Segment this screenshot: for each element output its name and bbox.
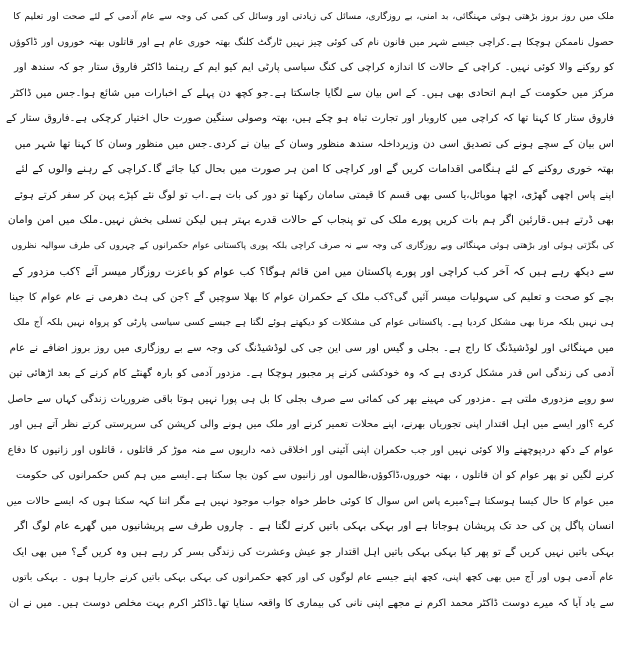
article-line: ملک میں روز بروز بڑھتی ہوئی مہنگائی، بد امنی، بے روزگاری، مسائل کی زیادتی اور وسائل کی کمی کی وجہ سے عام آدمی کے لئے صحت اور تعلیم کا xyxy=(13,11,614,22)
article-line: مرکز میں حکومت کے اہم اتحادی بھی ہیں۔ کے اس بیان سے لگایا جاسکتا ہے۔جو کچھ دن پہلے کے اخبارات میں شائع ہوا۔جس میں ڈاکٹر xyxy=(10,87,614,99)
article-line: سو روپے مزدوری ملتی ہے ۔مزدور کی مہینے بھر کی کمائی سے صرف بجلی کا بل ہی پورا نہیں ہوتا باقی ضروریات زندگی کہاں سے حاصل xyxy=(7,393,614,405)
article-line: عام آدمی ہوں اور آج میں بھی کچھ اپنی، کچھ اپنے جیسے عام لوگوں کی اور کچھ حکمرانوں کی بہکی بہکی باتیں کرنے جارہا ہوں ۔ بہکی باتوں xyxy=(12,572,614,583)
article-line: ہی نہیں بلکہ مرنا بھی مشکل کردیا ہے۔ پاکستانی عوام کی مشکلات کو دیکھتے ہوئے لگتا ہے جیسے کسی سیاسی پارٹی کو پرواہ نہیں بلکہ آج ملک xyxy=(13,317,614,328)
article-line: بھتہ خوری روکنے کے لئے ہنگامی اقدامات کریں گے اور کراچی کا امن ہر صورت میں بحال کیا جائے گا۔کراچی کے رہنے والوں کے لئے xyxy=(15,163,614,175)
article-line: بھی ڈرتے ہیں۔قارئین اگر ہم بات کریں پورے ملک کی تو پنجاب کے حالات قدرے بہتر ہیں لیکن تسلی بخش نہیں۔ملک میں امن وامان xyxy=(7,214,614,226)
article-line: اس بیان کے سچے ہونے کی تصدیق اسی دن وزیرداخلہ سندھ منظور وسان کے بیان نے کردی۔جس میں منظور وسان کا کہنا تھا شہر میں xyxy=(14,138,614,150)
article-line: انسان پاگل پن کی حد تک پریشان ہوجاتا ہے اور بہکی بہکی باتیں کرنے لگتا ہے ۔ چاروں طرف سے پریشانیوں میں گھرے عام لوگ اگر xyxy=(14,520,614,532)
article-line: فاروق ستار کا کہنا تھا کہ کراچی میں کاروبار اور تجارت تباہ ہو چکے ہیں، بھتہ وصولی سنگین صورت حال اختیار کرچکی ہے۔فاروق ستار کے xyxy=(6,113,614,124)
article-line: سے یاد آیا کہ میرے دوست ڈاکٹر محمد اکرم نے مجھے اپنی نانی کی بیماری کا واقعہ سنایا تھا۔ڈاکٹر اکرم بہت مخلص دوست ہیں۔ میں نے ان xyxy=(8,597,614,609)
article-line: اپنے پاس اچھی گھڑی، اچھا موبائل،یا کسی بھی قسم کا قیمتی سامان رکھنا تو دور کی بات ہے۔اب تو لوگ نئے کپڑے پہن کر سفر کرتے ہوئے xyxy=(14,189,614,201)
article-line: کرنے لگیں تو پھر عوام کو ان قاتلوں ، بھتہ خوروں،ڈاکوؤں،ظالموں اور زانیوں سے کون بچا سکتا ہے۔ایسے میں ہم کس حکمرانوں کی حکومت xyxy=(16,470,614,481)
article-line: کی بگڑتی ہوئی اور بڑھتی ہوئی مہنگائی وبے روزگاری کی وجہ سے نہ صرف کراچی بلکہ پوری پاکستانی عوام حکمرانوں کے چہروں کی طرف سوالیہ نظروں xyxy=(11,240,614,251)
article-line: بہکی باتیں نہیں کریں گے تو پھر کیا بہکی بہکی باتیں اہل اقتدار جو عیش وعشرت کی زندگی بسر کر رہے ہیں وہ کریں گے؟ میں بھی ایک xyxy=(12,546,614,558)
article-line: میں عوام کا حال کیسا ہوسکتا ہے؟میرے پاس اس سوال کا کوئی خاطر خواہ جواب موجود نہیں ہے مگر اتنا کہہ سکتا ہوں کہ ایسے حالات میں xyxy=(6,495,614,507)
article-line: عوام کے دکھ دردپوچھنے والا کوئی نہیں اور جب حکمران اپنی آئینی اور اخلاقی ذمہ داریوں سے منہ موڑ کر قاتلوں ، قاتلوں اور زانیوں کا دفاع xyxy=(7,444,614,456)
article-line: حصول ناممکن ہوچکا ہے۔کراچی جیسے شہر میں قانون نام کی کوئی چیز نہیں ٹارگٹ کلنگ بھتہ خوری عام ہے اور قاتلوں بھتہ خوروں اور ڈاکوؤں xyxy=(9,36,614,48)
article-line: سے دیکھ رہے ہیں کہ آخر کب کراچی اور پورے پاکستان میں امن قائم ہوگا؟ کب عوام کو باعزت روزگار میسر آئے ؟کب مزدور کے xyxy=(12,265,614,278)
article-line: کرے ؟اور ایسے میں اہل اقتدار اپنی تجوریاں بھرنے، اپنے محلات تعمیر کرنے اور ملک میں ہونے والی کرپشن کی سرپرستی کرتے نظر آتے ہیں اور xyxy=(10,419,614,430)
article-line: آدمی کی زندگی اس قدر مشکل کردی ہے کہ وہ خودکشی کرنے پر مجبور ہوچکا ہے۔ مزدور آدمی کو بارہ گھنٹے کام کرنے کے بعد اڑھائی تین xyxy=(8,368,614,379)
article-line: میں مہنگائی اور لوڈشیڈنگ کا راج ہے۔ بجلی و گیس اور سی این جی کی لوڈشیڈنگ کی وجہ سے بے روزگاری میں روز بروز اضافے نے عام xyxy=(9,342,614,354)
urdu-article-body xyxy=(6,4,614,616)
article-line: کو روکنے والا کوئی نہیں۔ کراچی کے حالات کا اندازہ کراچی کی کنگ سیاسی پارٹی ایم کیو ایم کے رہنما ڈاکٹر فاروق ستار جو کہ سندھ اور xyxy=(14,62,614,73)
article-line: بچے کو صحت و تعلیم کی سہولیات میسر آئیں گی؟کب ملک کے حکمران عوام کا بھلا سوچیں گے ؟جن کی ہٹ دھرمی نے عام عوام کا جینا xyxy=(9,291,614,303)
